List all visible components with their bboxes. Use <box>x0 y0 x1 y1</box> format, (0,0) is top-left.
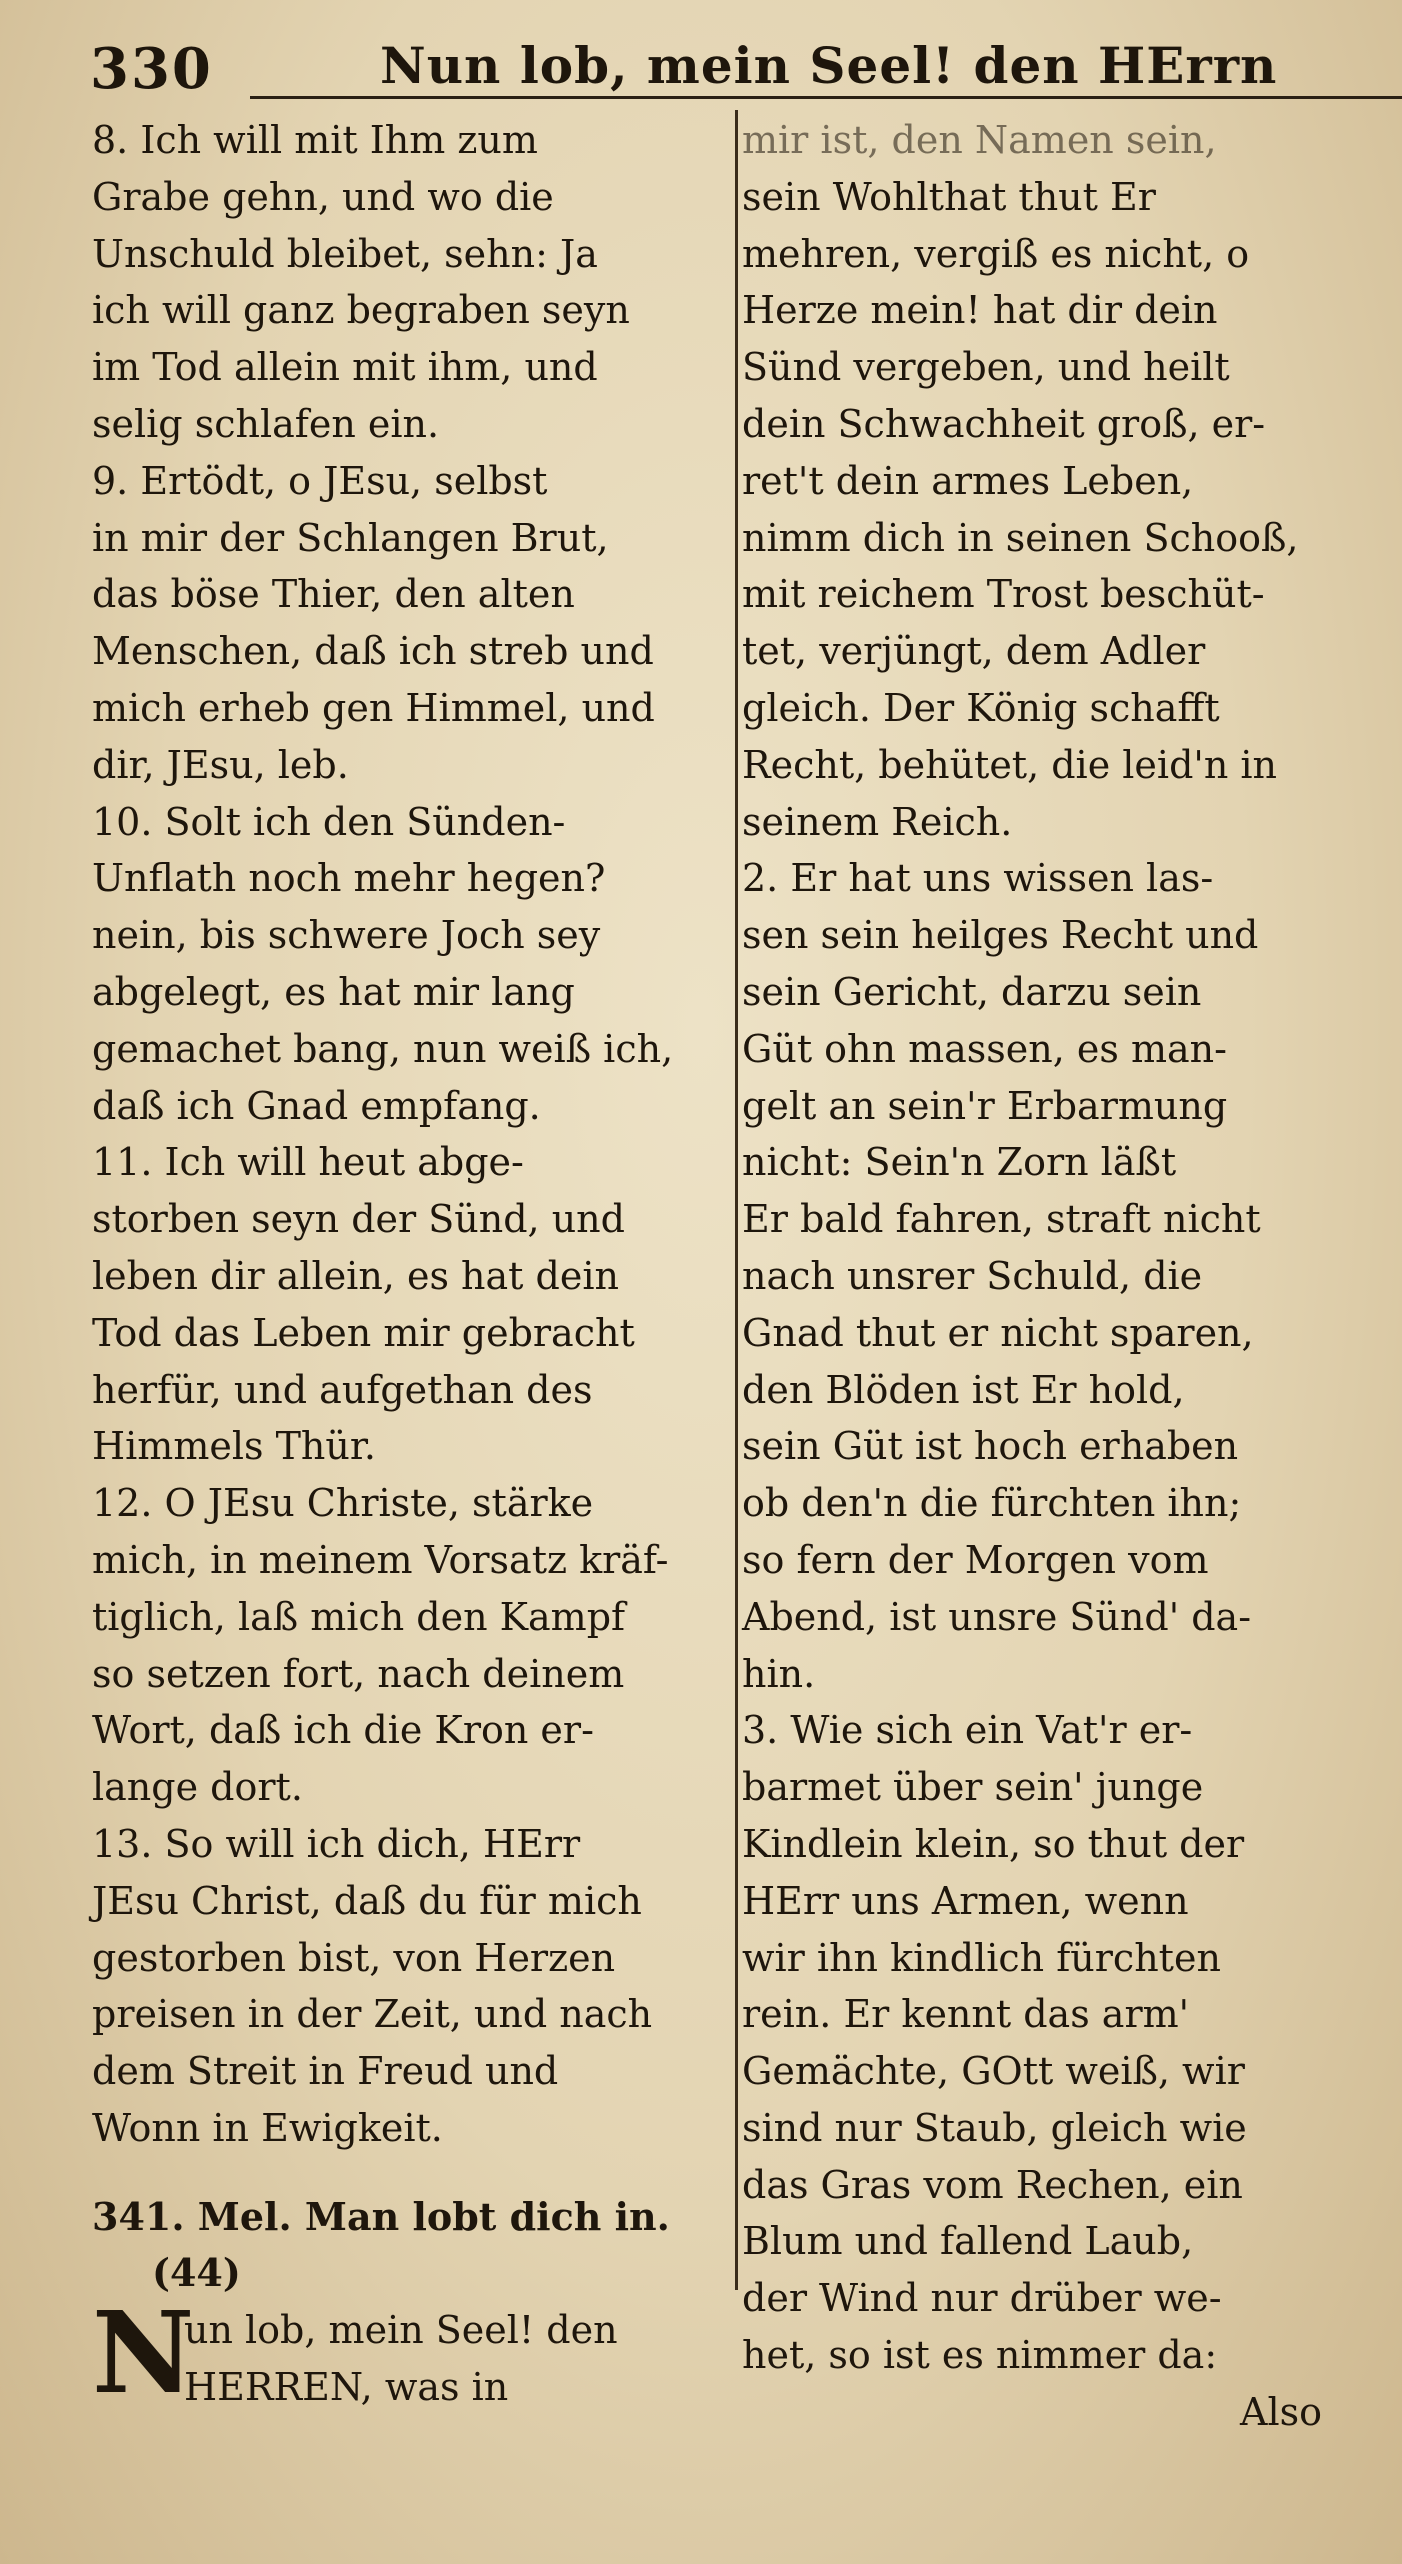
text-line: Unschuld bleibet, sehn: Ja <box>92 231 598 276</box>
text-line: mehren, vergiß es nicht, o <box>742 231 1250 276</box>
right-column <box>742 112 1382 2441</box>
text-line: Güt ohn massen, es man- <box>742 1026 1227 1071</box>
text-line: Abend, ist unsre Sünd' da- <box>742 1594 1252 1639</box>
text-line: wir ihn kindlich fürchten <box>742 1935 1221 1980</box>
text-line: 13. So will ich dich, HErr <box>92 1821 581 1866</box>
text-line: so fern der Morgen vom <box>742 1537 1209 1582</box>
text-line: sein Gericht, darzu sein <box>742 969 1202 1014</box>
text-line: 12. O JEsu Christe, stärke <box>92 1481 594 1526</box>
text-line: den Blöden ist Er hold, <box>742 1367 1185 1412</box>
header-rule <box>250 96 1402 99</box>
text-line: nimm dich in seinen Schooß, <box>742 515 1299 560</box>
text-line: dein Schwachheit groß, er- <box>742 401 1266 446</box>
text-line: in mir der Schlangen Brut, <box>92 515 609 560</box>
text-line: sind nur Staub, gleich wie <box>742 2105 1247 2150</box>
text-line: gestorben bist, von Herzen <box>92 1935 616 1980</box>
text-line: Unflath noch mehr hegen? <box>92 856 606 901</box>
text-line: Wonn in Ewigkeit. <box>92 2105 443 2150</box>
text-line: dir, JEsu, leb. <box>92 742 349 787</box>
text-line: Gemächte, GOtt weiß, wir <box>742 2049 1245 2094</box>
page-header <box>90 30 1330 110</box>
text-line: preisen in der Zeit, und nach <box>92 1992 653 2037</box>
running-head: Nun lob, mein Seel! den HErrn <box>380 36 1278 95</box>
text-line: HErr uns Armen, wenn <box>742 1878 1189 1923</box>
text-line: der Wind nur drüber we- <box>742 2276 1222 2321</box>
text-line: nach unsrer Schuld, die <box>742 1253 1203 1298</box>
text-line: das Gras vom Rechen, ein <box>742 2162 1243 2207</box>
text-line: Sünd vergeben, und heilt <box>742 345 1230 390</box>
text-line: abgelegt, es hat mir lang <box>92 969 575 1014</box>
column-divider <box>735 110 738 2290</box>
text-line: sein Güt ist hoch erhaben <box>742 1424 1239 1469</box>
catchword: Also <box>1240 2389 1322 2434</box>
text-line: Recht, behütet, die leid'n in <box>742 742 1278 787</box>
text-line: mich erheb gen Himmel, und <box>92 685 655 730</box>
text-line: het, so ist es nimmer da: <box>742 2333 1218 2378</box>
text-line: leben dir allein, es hat dein <box>92 1253 619 1298</box>
text-line: tiglich, laß mich den Kampf <box>92 1594 626 1639</box>
text-line: nein, bis schwere Joch sey <box>92 913 601 958</box>
text-line: Herze mein! hat dir dein <box>742 288 1218 333</box>
opening-line <box>92 2359 732 2416</box>
text-line: herfür, und aufgethan des <box>92 1367 593 1412</box>
text-line: 9. Ertödt, o JEsu, selbst <box>92 458 548 503</box>
text-line: im Tod allein mit ihm, und <box>92 345 598 390</box>
text-line: nicht: Sein'n Zorn läßt <box>742 1140 1177 1185</box>
text-line: sen sein heilges Recht und <box>742 913 1259 958</box>
text-line: sein Wohlthat thut Er <box>742 174 1156 219</box>
text-line: hin. <box>742 1651 816 1696</box>
text-line: seinem Reich. <box>742 799 1013 844</box>
text-line: 11. Ich will heut abge- <box>92 1140 524 1185</box>
text-line: Er bald fahren, straft nicht <box>742 1197 1261 1242</box>
text-line: gelt an sein'r Erbarmung <box>742 1083 1228 1128</box>
text-line: Tod das Leben mir gebracht <box>92 1310 635 1355</box>
hymn-number: (44) <box>152 2250 241 2296</box>
text-line: mit reichem Trost beschüt- <box>742 572 1265 617</box>
text-line: mir ist, den Namen sein, <box>742 118 1217 162</box>
text-line: lange dort. <box>92 1765 303 1810</box>
text-line: so setzen fort, nach deinem <box>92 1651 625 1696</box>
text-line: mich, in meinem Vorsatz kräf- <box>92 1537 669 1582</box>
left-column <box>92 112 732 2420</box>
opening-line-text: un lob, mein Seel! den <box>184 2308 618 2353</box>
text-line: Kindlein klein, so thut der <box>742 1821 1245 1866</box>
text-line: barmet über sein' junge <box>742 1765 1204 1810</box>
text-line: daß ich Gnad empfang. <box>92 1083 541 1128</box>
text-line: Wort, daß ich die Kron er- <box>92 1708 594 1753</box>
hymn-heading: 341. Mel. Man lobt dich in. <box>92 2193 670 2239</box>
text-line: selig schlafen ein. <box>92 401 440 446</box>
text-line: dem Streit in Freud und <box>92 2049 559 2094</box>
text-line: ich will ganz begraben seyn <box>92 288 630 333</box>
text-line: JEsu Christ, daß du für mich <box>92 1878 642 1923</box>
text-line: tet, verjüngt, dem Adler <box>742 629 1206 674</box>
spacer <box>92 2157 732 2189</box>
text-line: Himmels Thür. <box>92 1424 376 1469</box>
text-line: Blum und fallend Laub, <box>742 2219 1194 2264</box>
text-line: 2. Er hat uns wissen las- <box>742 856 1214 901</box>
text-line: gleich. Der König schafft <box>742 685 1220 730</box>
text-line: 10. Solt ich den Sünden- <box>92 799 566 844</box>
text-line: ob den'n die fürchten ihn; <box>742 1481 1242 1526</box>
text-line: Grabe gehn, und wo die <box>92 174 554 219</box>
text-line: storben seyn der Sünd, und <box>92 1197 625 1242</box>
text-line: ret't dein armes Leben, <box>742 458 1194 503</box>
page-number: 330 <box>90 36 213 102</box>
text-line: 8. Ich will mit Ihm zum <box>92 118 538 162</box>
drop-cap-initial: N <box>92 2288 195 2420</box>
text-line: das böse Thier, den alten <box>92 572 575 617</box>
opening-line-text: HERREN, was in <box>184 2365 509 2410</box>
text-line: Menschen, daß ich streb und <box>92 629 654 674</box>
text-line: 3. Wie sich ein Vat'r er- <box>742 1708 1193 1753</box>
text-line: gemachet bang, nun weiß ich, <box>92 1026 674 1071</box>
text-line: rein. Er kennt das arm' <box>742 1992 1190 2037</box>
text-line: Gnad thut er nicht sparen, <box>742 1310 1254 1355</box>
